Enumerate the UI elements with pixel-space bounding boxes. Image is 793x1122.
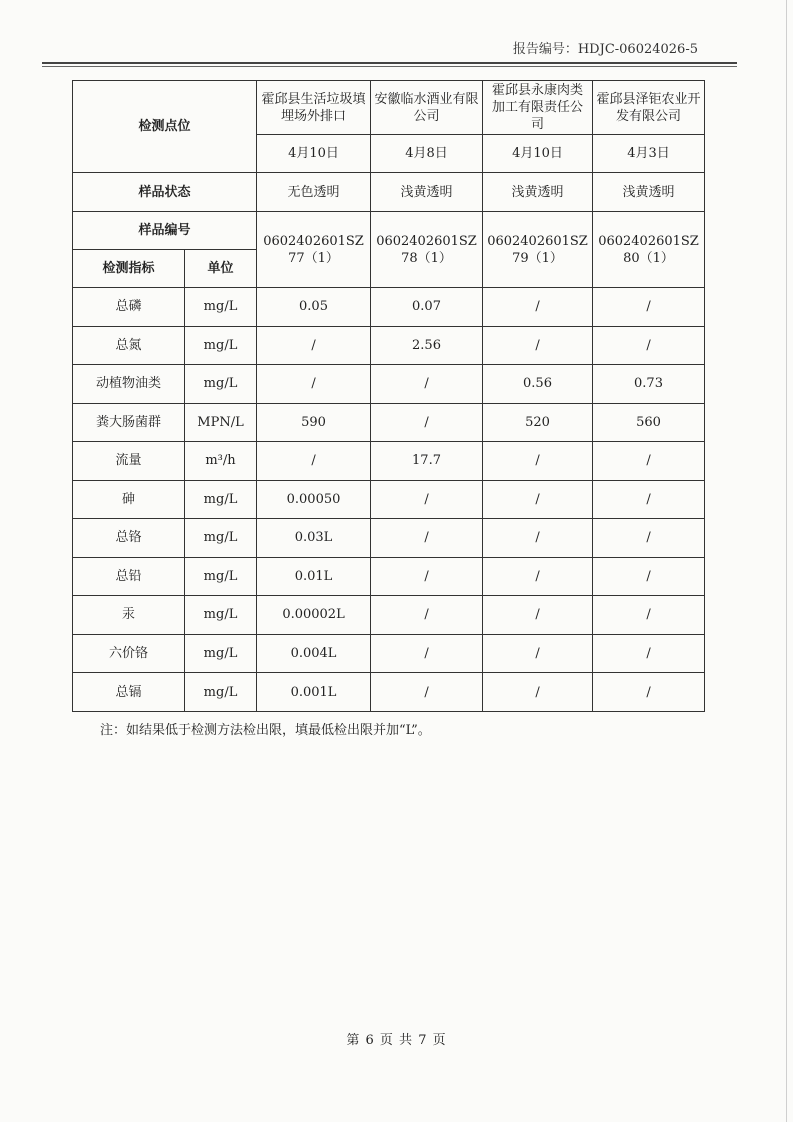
sample-no-cell: 0602402601SZ80（1） xyxy=(593,212,705,288)
table-row xyxy=(73,673,705,712)
value-cell: / xyxy=(483,288,593,327)
value-cell: / xyxy=(371,673,483,712)
value-cell: / xyxy=(483,673,593,712)
label-unit: 单位 xyxy=(185,250,257,288)
label-sample-no: 样品编号 xyxy=(73,212,257,250)
state-cell: 浅黄透明 xyxy=(593,173,705,212)
page-number: 第 6 页 共 7 页 xyxy=(346,1033,447,1048)
results-table xyxy=(72,80,705,712)
sample-no-cell: 0602402601SZ78（1） xyxy=(371,212,483,288)
table-row xyxy=(73,365,705,404)
table-row xyxy=(73,403,705,442)
unit-cell: mg/L xyxy=(185,365,257,404)
table-row xyxy=(73,596,705,635)
value-cell: 0.001L xyxy=(257,673,371,712)
indicator-name-cell: 总镉 xyxy=(73,673,185,712)
label-state: 样品状态 xyxy=(73,173,257,212)
state-row xyxy=(73,173,705,212)
unit-cell: mg/L xyxy=(185,480,257,519)
value-cell: / xyxy=(483,557,593,596)
indicator-name-cell: 粪大肠菌群 xyxy=(73,403,185,442)
state-cell: 浅黄透明 xyxy=(483,173,593,212)
label-site: 检测点位 xyxy=(73,81,257,173)
header-rule-thick xyxy=(42,62,737,64)
indicator-name-cell: 汞 xyxy=(73,596,185,635)
table-row xyxy=(73,442,705,481)
value-cell: / xyxy=(257,442,371,481)
value-cell: / xyxy=(257,326,371,365)
unit-cell: m³/h xyxy=(185,442,257,481)
value-cell: / xyxy=(483,326,593,365)
value-cell: 0.004L xyxy=(257,634,371,673)
value-cell: / xyxy=(593,442,705,481)
value-cell: / xyxy=(483,480,593,519)
table-row xyxy=(73,557,705,596)
value-cell: 0.05 xyxy=(257,288,371,327)
value-cell: / xyxy=(371,634,483,673)
indicator-name-cell: 总氮 xyxy=(73,326,185,365)
value-cell: 0.73 xyxy=(593,365,705,404)
indicator-name-cell: 总磷 xyxy=(73,288,185,327)
footnote: 注：如结果低于检测方法检出限，填最低检出限并加“L”。 xyxy=(100,723,431,738)
table-row xyxy=(73,519,705,558)
state-cell: 浅黄透明 xyxy=(371,173,483,212)
date-cell: 4月3日 xyxy=(593,135,705,173)
report-number: 报告编号：HDJC-06024026-5 xyxy=(512,42,698,57)
sample-no-cell: 0602402601SZ79（1） xyxy=(483,212,593,288)
value-cell: 590 xyxy=(257,403,371,442)
value-cell: / xyxy=(593,673,705,712)
value-cell: 520 xyxy=(483,403,593,442)
value-cell: 0.01L xyxy=(257,557,371,596)
value-cell: / xyxy=(593,596,705,635)
indicator-name-cell: 总铅 xyxy=(73,557,185,596)
date-cell: 4月8日 xyxy=(371,135,483,173)
value-cell: / xyxy=(257,365,371,404)
value-cell: / xyxy=(371,403,483,442)
value-cell: / xyxy=(593,634,705,673)
indicator-name-cell: 六价铬 xyxy=(73,634,185,673)
value-cell: 0.07 xyxy=(371,288,483,327)
date-cell: 4月10日 xyxy=(257,135,371,173)
value-cell: / xyxy=(483,442,593,481)
value-cell: 0.56 xyxy=(483,365,593,404)
site-cell: 霍邱县生活垃圾填埋场外排口 xyxy=(257,81,371,135)
indicator-name-cell: 动植物油类 xyxy=(73,365,185,404)
value-cell: / xyxy=(483,519,593,558)
site-cell: 安徽临水酒业有限公司 xyxy=(371,81,483,135)
value-cell: / xyxy=(593,288,705,327)
indicator-name-cell: 总铬 xyxy=(73,519,185,558)
indicator-name-cell: 砷 xyxy=(73,480,185,519)
value-cell: / xyxy=(371,365,483,404)
unit-cell: mg/L xyxy=(185,673,257,712)
value-cell: 0.00002L xyxy=(257,596,371,635)
unit-cell: MPN/L xyxy=(185,403,257,442)
value-cell: / xyxy=(371,480,483,519)
header-rule-thin xyxy=(42,66,737,67)
sample-no-row xyxy=(73,212,705,250)
value-cell: 2.56 xyxy=(371,326,483,365)
unit-cell: mg/L xyxy=(185,519,257,558)
state-cell: 无色透明 xyxy=(257,173,371,212)
value-cell: 0.03L xyxy=(257,519,371,558)
page-edge-line xyxy=(786,0,787,1122)
value-cell: / xyxy=(593,326,705,365)
value-cell: / xyxy=(593,557,705,596)
value-cell: / xyxy=(371,557,483,596)
site-row xyxy=(73,81,705,135)
value-cell: 0.00050 xyxy=(257,480,371,519)
indicator-name-cell: 流量 xyxy=(73,442,185,481)
date-cell: 4月10日 xyxy=(483,135,593,173)
sample-no-cell: 0602402601SZ77（1） xyxy=(257,212,371,288)
value-cell: / xyxy=(483,596,593,635)
unit-cell: mg/L xyxy=(185,288,257,327)
unit-cell: mg/L xyxy=(185,596,257,635)
unit-cell: mg/L xyxy=(185,557,257,596)
site-cell: 霍邱县永康肉类加工有限责任公司 xyxy=(483,81,593,135)
value-cell: / xyxy=(371,519,483,558)
table-row xyxy=(73,634,705,673)
unit-cell: mg/L xyxy=(185,634,257,673)
value-cell: 17.7 xyxy=(371,442,483,481)
value-cell: / xyxy=(483,634,593,673)
site-cell: 霍邱县泽钜农业开发有限公司 xyxy=(593,81,705,135)
table-row xyxy=(73,480,705,519)
value-cell: / xyxy=(593,480,705,519)
unit-cell: mg/L xyxy=(185,326,257,365)
value-cell: 560 xyxy=(593,403,705,442)
table-row xyxy=(73,326,705,365)
label-indicator: 检测指标 xyxy=(73,250,185,288)
value-cell: / xyxy=(371,596,483,635)
value-cell: / xyxy=(593,519,705,558)
table-row xyxy=(73,288,705,327)
